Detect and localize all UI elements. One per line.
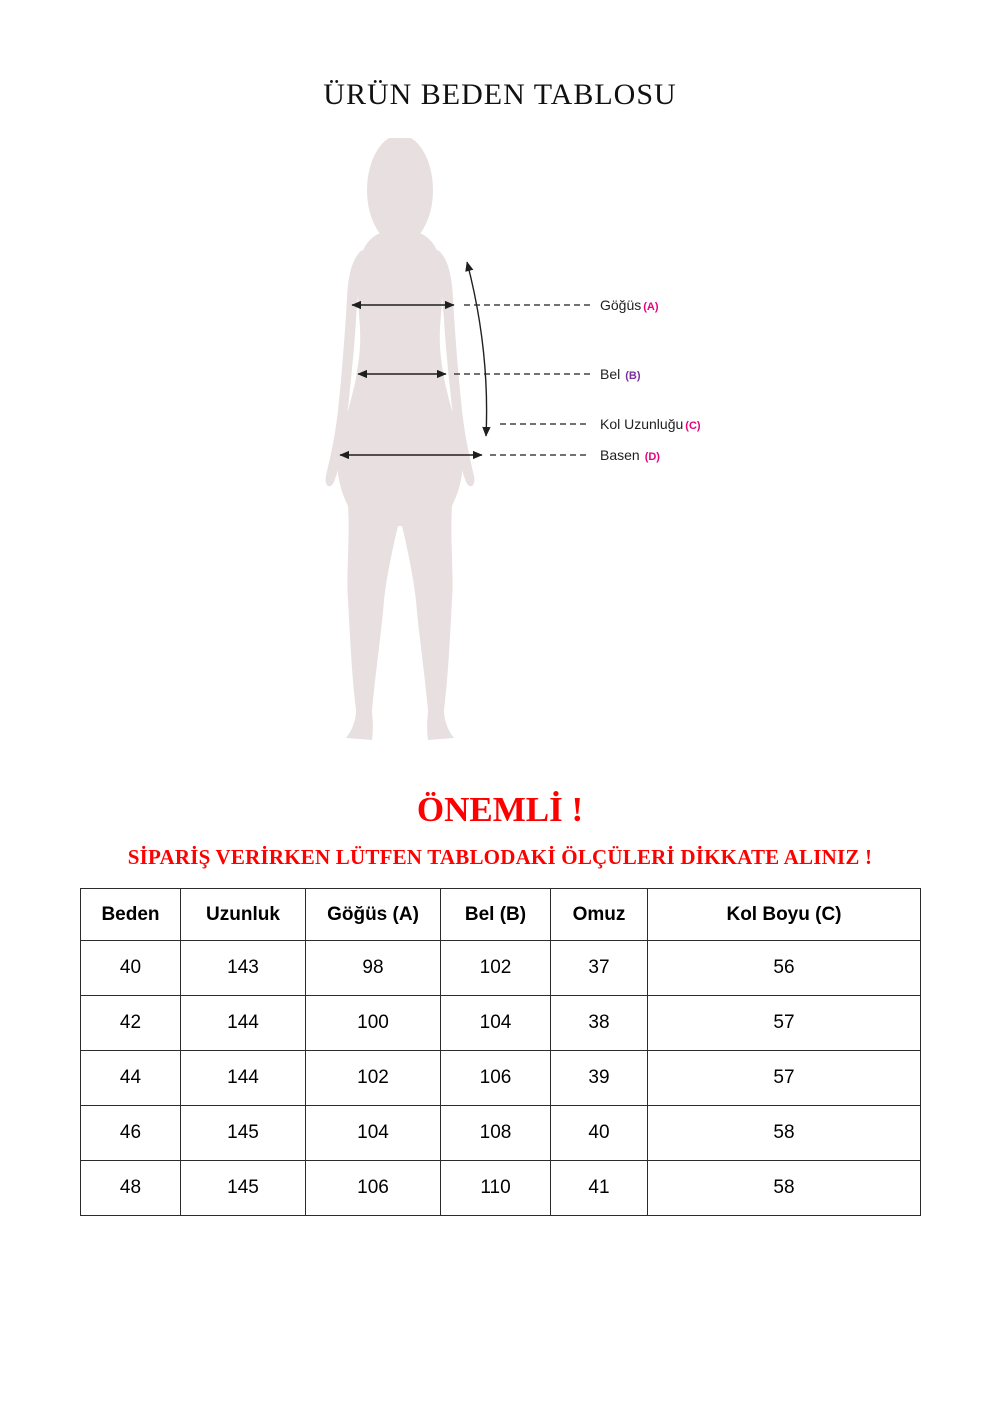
column-header: Uzunluk bbox=[181, 889, 306, 941]
table-row bbox=[81, 996, 921, 1051]
column-header: Beden bbox=[81, 889, 181, 941]
table-cell: 56 bbox=[648, 941, 921, 996]
table-cell: 46 bbox=[81, 1106, 181, 1161]
table-cell: 110 bbox=[441, 1161, 551, 1216]
table-row bbox=[81, 1161, 921, 1216]
table-cell: 100 bbox=[306, 996, 441, 1051]
label-waist bbox=[600, 366, 641, 382]
table-cell: 104 bbox=[441, 996, 551, 1051]
table-cell: 48 bbox=[81, 1161, 181, 1216]
label-waist-code: (B) bbox=[625, 370, 641, 382]
table-cell: 143 bbox=[181, 941, 306, 996]
label-chest-text: Göğüs bbox=[600, 297, 642, 313]
table-cell: 58 bbox=[648, 1106, 921, 1161]
table-cell: 37 bbox=[551, 941, 648, 996]
label-chest-code: (A) bbox=[643, 301, 659, 313]
table-row bbox=[81, 1106, 921, 1161]
table-row bbox=[81, 1051, 921, 1106]
column-header: Kol Boyu (C) bbox=[648, 889, 921, 941]
table-cell: 106 bbox=[306, 1161, 441, 1216]
table-cell: 39 bbox=[551, 1051, 648, 1106]
table-cell: 40 bbox=[81, 941, 181, 996]
page-title: ÜRÜN BEDEN TABLOSU bbox=[323, 78, 677, 111]
arm-length-arrow bbox=[467, 262, 487, 436]
table-cell: 41 bbox=[551, 1161, 648, 1216]
table-cell: 57 bbox=[648, 996, 921, 1051]
table-cell: 40 bbox=[551, 1106, 648, 1161]
label-arm-length-text: Kol Uzunluğu bbox=[600, 416, 684, 432]
table-cell: 145 bbox=[181, 1161, 306, 1216]
label-arm-length bbox=[600, 416, 701, 432]
label-hip bbox=[600, 447, 660, 463]
column-header: Göğüs (A) bbox=[306, 889, 441, 941]
size-table bbox=[80, 888, 921, 1216]
table-cell: 42 bbox=[81, 996, 181, 1051]
column-header: Bel (B) bbox=[441, 889, 551, 941]
table-cell: 145 bbox=[181, 1106, 306, 1161]
table-cell: 57 bbox=[648, 1051, 921, 1106]
table-cell: 104 bbox=[306, 1106, 441, 1161]
table-cell: 108 bbox=[441, 1106, 551, 1161]
table-header-row bbox=[81, 889, 921, 941]
warning-text: SİPARİŞ VERİRKEN LÜTFEN TABLODAKİ ÖLÇÜLERİ DİKKATE ALINIZ ! bbox=[127, 845, 873, 869]
label-hip-text: Basen bbox=[600, 447, 640, 463]
table-cell: 102 bbox=[441, 941, 551, 996]
label-hip-code: (D) bbox=[644, 451, 660, 463]
table-cell: 102 bbox=[306, 1051, 441, 1106]
table-cell: 106 bbox=[441, 1051, 551, 1106]
table-row bbox=[81, 941, 921, 996]
label-chest bbox=[600, 297, 659, 313]
important-heading: ÖNEMLİ ! bbox=[416, 790, 584, 829]
table-cell: 38 bbox=[551, 996, 648, 1051]
label-waist-text: Bel bbox=[600, 366, 621, 382]
table-cell: 144 bbox=[181, 996, 306, 1051]
label-arm-length-code: (C) bbox=[685, 420, 701, 432]
table-cell: 44 bbox=[81, 1051, 181, 1106]
table-cell: 98 bbox=[306, 941, 441, 996]
table-cell: 58 bbox=[648, 1161, 921, 1216]
table-cell: 144 bbox=[181, 1051, 306, 1106]
column-header: Omuz bbox=[551, 889, 648, 941]
